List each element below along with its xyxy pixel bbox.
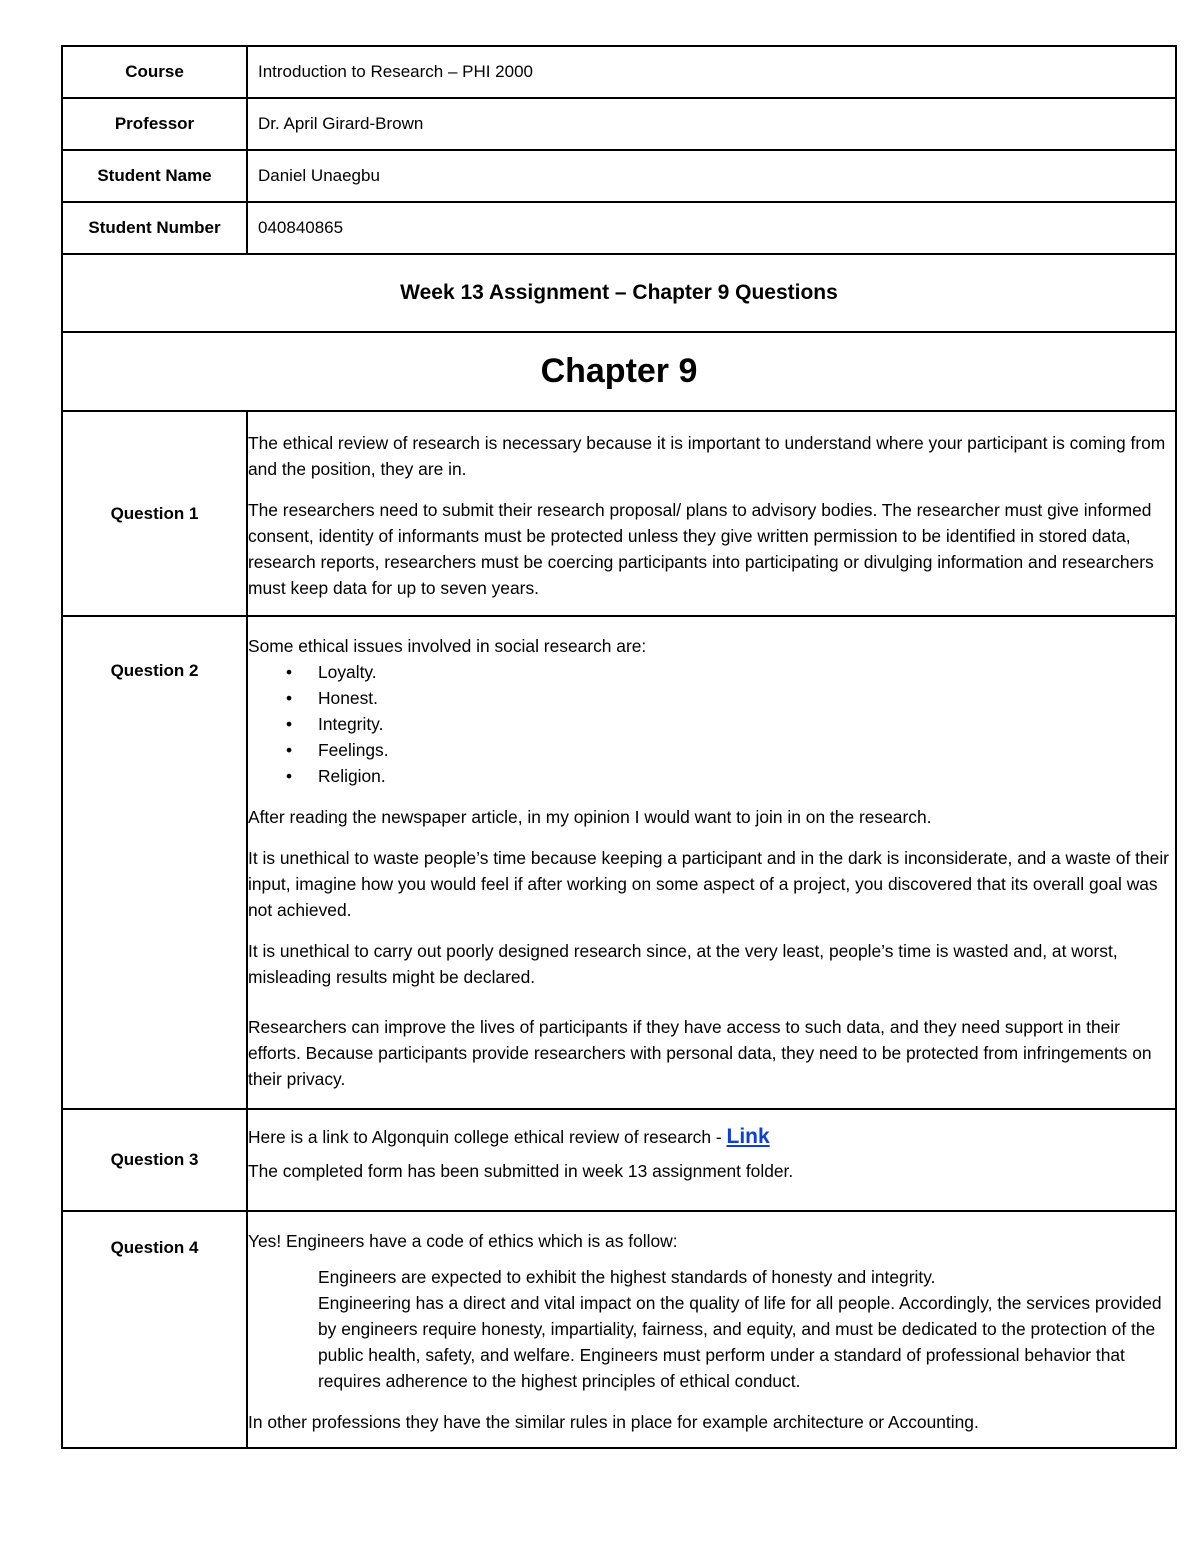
q1-paragraph-2: The researchers need to submit their research proposal/ plans to advisory bodies. The researcher must give informed consent, identity of informants must be protected unless they give written permission to be identified in stored data, research reports, researchers must be coercing participants into participating or divulging information and researchers must keep data for up to seven years.	[248, 500, 1154, 598]
question-2-answer	[247, 616, 1176, 1109]
q1-paragraph-1: The ethical review of research is necessary because it is important to understand where your participant is coming from and the position, they are in.	[248, 433, 1166, 479]
question-4-row	[62, 1211, 1176, 1448]
q4-quote-2: Engineering has a direct and vital impact on the quality of life for all people. Accordingly, the services provided by engineers require honesty, impartiality, fairness, and equity, and must be dedicated to the protection of the public health, safety, and welfare. Engineers must perform under a standard of professional behavior that requires adherence to the highest principles of ethical conduct.	[318, 1293, 1162, 1391]
question-3-answer	[247, 1109, 1176, 1211]
professor-row	[62, 98, 1176, 150]
question-2-row	[62, 616, 1176, 1109]
q4-intro: Yes! Engineers have a code of ethics which is as follow:	[248, 1231, 678, 1251]
list-item: • Feelings.	[318, 737, 1171, 763]
q2-intro: Some ethical issues involved in social research are:	[248, 636, 647, 656]
student-name-row	[62, 150, 1176, 202]
q4-quote-1: Engineers are expected to exhibit the highest standards of honesty and integrity.	[318, 1267, 936, 1287]
question-3-row	[62, 1109, 1176, 1211]
student-number-row	[62, 202, 1176, 254]
list-item: • Integrity.	[318, 711, 1171, 737]
student-name-value: Daniel Unaegbu	[247, 150, 1176, 202]
q4-closing: In other professions they have the similar rules in place for example architecture or Accounting.	[248, 1412, 979, 1432]
professor-value: Dr. April Girard-Brown	[247, 98, 1176, 150]
chapter-row	[62, 332, 1176, 411]
q2-paragraph-4: Researchers can improve the lives of participants if they have access to such data, and they need support in their efforts. Because participants provide researchers with personal data, they need to be protected from infringements on their privacy.	[248, 1017, 1152, 1089]
course-row	[62, 46, 1176, 98]
student-number-label: Student Number	[62, 202, 247, 254]
title-row	[62, 254, 1176, 332]
list-item: • Religion.	[318, 763, 1171, 789]
list-item: • Loyalty.	[318, 659, 1171, 685]
q2-paragraph-2: It is unethical to waste people’s time because keeping a participant and in the dark is inconsiderate, and a waste of their input, imagine how you would feel if after working on some aspect of a project, you discovered that its overall goal was not achieved.	[248, 848, 1169, 920]
question-1-label: Question 1	[62, 411, 247, 616]
assignment-title: Week 13 Assignment – Chapter 9 Questions	[62, 254, 1176, 332]
q3-paragraph-2: The completed form has been submitted in week 13 assignment folder.	[248, 1161, 794, 1181]
question-4-answer	[247, 1211, 1176, 1448]
student-name-label: Student Name	[62, 150, 247, 202]
ethical-review-link[interactable]: Link	[726, 1125, 770, 1148]
question-1-row	[62, 411, 1176, 616]
course-value: Introduction to Research – PHI 2000	[247, 46, 1176, 98]
list-item: • Honest.	[318, 685, 1171, 711]
question-4-label: Question 4	[62, 1211, 247, 1448]
question-3-label: Question 3	[62, 1109, 247, 1211]
student-number-value: 040840865	[247, 202, 1176, 254]
q2-paragraph-3: It is unethical to carry out poorly designed research since, at the very least, people’s time is wasted and, at worst, misleading results might be declared.	[248, 941, 1118, 987]
assignment-table	[61, 45, 1177, 1449]
question-1-answer	[247, 411, 1176, 616]
question-2-label: Question 2	[62, 616, 247, 1109]
course-label: Course	[62, 46, 247, 98]
engineering-code-quote	[248, 1264, 1171, 1394]
q3-paragraph-1	[248, 1124, 1171, 1150]
q2-paragraph-1: After reading the newspaper article, in my opinion I would want to join in on the research.	[248, 807, 932, 827]
professor-label: Professor	[62, 98, 247, 150]
chapter-heading: Chapter 9	[62, 332, 1176, 411]
ethical-issues-list	[248, 659, 1171, 789]
q3-link-intro: Here is a link to Algonquin college ethical review of research -	[248, 1127, 727, 1147]
